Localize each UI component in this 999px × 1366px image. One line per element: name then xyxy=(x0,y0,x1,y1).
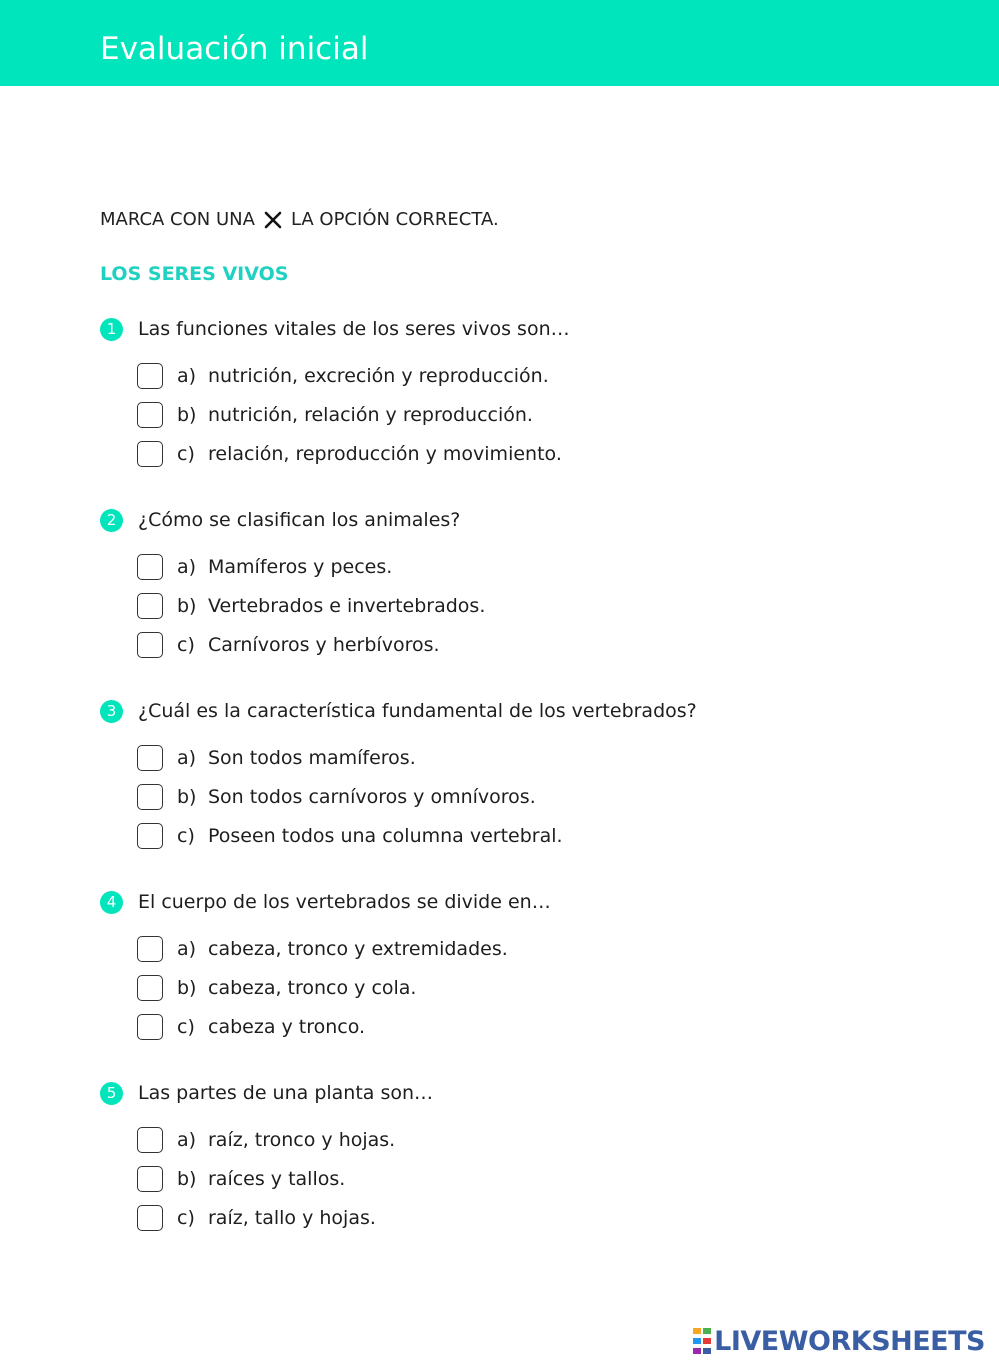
option-4c xyxy=(100,1012,960,1041)
question-header xyxy=(100,888,960,916)
answer-checkbox-2a[interactable] xyxy=(137,554,163,580)
answer-checkbox-4a[interactable] xyxy=(137,936,163,962)
option-text: nutrición, relación y reproducción. xyxy=(208,403,533,426)
section-title: LOS SERES VIVOS xyxy=(100,263,289,285)
question-text: Las funciones vitales de los seres vivos son… xyxy=(138,318,570,340)
option-text: cabeza, tronco y extremidades. xyxy=(208,937,508,960)
answer-checkbox-5c[interactable] xyxy=(137,1205,163,1231)
option-letter: c) xyxy=(177,442,195,465)
answer-checkbox-3a[interactable] xyxy=(137,745,163,771)
answer-checkbox-1b[interactable] xyxy=(137,402,163,428)
option-letter: b) xyxy=(177,976,197,999)
options-list xyxy=(100,552,960,659)
question-number-badge: 3 xyxy=(100,700,123,723)
question-3 xyxy=(100,697,960,850)
option-letter: b) xyxy=(177,594,197,617)
option-2c xyxy=(100,630,960,659)
option-text: nutrición, excreción y reproducción. xyxy=(208,364,549,387)
answer-checkbox-4c[interactable] xyxy=(137,1014,163,1040)
liveworksheets-logo-icon xyxy=(693,1328,711,1354)
option-text: cabeza y tronco. xyxy=(208,1015,366,1038)
option-text: relación, reproducción y movimiento. xyxy=(208,442,562,465)
question-text: Las partes de una planta son… xyxy=(138,1082,434,1104)
question-text: ¿Cómo se clasifican los animales? xyxy=(138,509,461,531)
option-text: cabeza, tronco y cola. xyxy=(208,976,417,999)
question-number-badge: 5 xyxy=(100,1082,123,1105)
option-letter: a) xyxy=(177,746,197,769)
option-text: Son todos mamíferos. xyxy=(208,746,416,769)
option-2b xyxy=(100,591,960,620)
option-letter: c) xyxy=(177,824,195,847)
option-letter: c) xyxy=(177,633,195,656)
question-1 xyxy=(100,315,960,468)
instruction-text-before: MARCA CON UNA xyxy=(100,209,255,230)
option-letter: a) xyxy=(177,937,197,960)
option-letter: a) xyxy=(177,1128,197,1151)
answer-checkbox-1c[interactable] xyxy=(137,441,163,467)
question-text: El cuerpo de los vertebrados se divide en… xyxy=(138,891,551,913)
question-number-badge: 1 xyxy=(100,318,123,341)
option-letter: b) xyxy=(177,403,197,426)
options-list xyxy=(100,1125,960,1232)
option-3a xyxy=(100,743,960,772)
question-text: ¿Cuál es la característica fundamental de los vertebrados? xyxy=(138,700,697,722)
option-5a xyxy=(100,1125,960,1154)
option-text: Vertebrados e invertebrados. xyxy=(208,594,486,617)
question-header xyxy=(100,315,960,343)
option-1c xyxy=(100,439,960,468)
option-letter: b) xyxy=(177,785,197,808)
option-text: Mamíferos y peces. xyxy=(208,555,393,578)
option-text: Son todos carnívoros y omnívoros. xyxy=(208,785,536,808)
instruction-text-after: LA OPCIÓN CORRECTA. xyxy=(290,209,499,230)
question-4 xyxy=(100,888,960,1041)
option-text: Poseen todos una columna vertebral. xyxy=(208,824,563,847)
liveworksheets-logo[interactable] xyxy=(693,1324,985,1358)
option-letter: c) xyxy=(177,1015,195,1038)
option-1a xyxy=(100,361,960,390)
option-text: raíz, tronco y hojas. xyxy=(208,1128,396,1151)
answer-checkbox-3c[interactable] xyxy=(137,823,163,849)
option-5b xyxy=(100,1164,960,1193)
question-header xyxy=(100,506,960,534)
answer-checkbox-1a[interactable] xyxy=(137,363,163,389)
question-2 xyxy=(100,506,960,659)
option-1b xyxy=(100,400,960,429)
options-list xyxy=(100,934,960,1041)
instruction xyxy=(100,206,499,234)
question-header xyxy=(100,697,960,725)
option-2a xyxy=(100,552,960,581)
page-title: Evaluación inicial xyxy=(100,31,369,67)
option-text: Carnívoros y herbívoros. xyxy=(208,633,440,656)
option-letter: a) xyxy=(177,364,197,387)
option-3b xyxy=(100,782,960,811)
answer-checkbox-5a[interactable] xyxy=(137,1127,163,1153)
option-5c xyxy=(100,1203,960,1232)
question-header xyxy=(100,1079,960,1107)
answer-checkbox-3b[interactable] xyxy=(137,784,163,810)
question-number-badge: 2 xyxy=(100,509,123,532)
question-5 xyxy=(100,1079,960,1232)
options-list xyxy=(100,361,960,468)
option-4b xyxy=(100,973,960,1002)
header-bar xyxy=(0,0,999,86)
option-text: raíces y tallos. xyxy=(208,1167,346,1190)
option-letter: c) xyxy=(177,1206,195,1229)
option-letter: a) xyxy=(177,555,197,578)
answer-checkbox-5b[interactable] xyxy=(137,1166,163,1192)
answer-checkbox-4b[interactable] xyxy=(137,975,163,1001)
options-list xyxy=(100,743,960,850)
option-letter: b) xyxy=(177,1167,197,1190)
x-icon xyxy=(264,211,282,229)
logo-text: LIVEWORKSHEETS xyxy=(714,1325,985,1357)
question-number-badge: 4 xyxy=(100,891,123,914)
option-4a xyxy=(100,934,960,963)
answer-checkbox-2b[interactable] xyxy=(137,593,163,619)
option-text: raíz, tallo y hojas. xyxy=(208,1206,376,1229)
option-3c xyxy=(100,821,960,850)
answer-checkbox-2c[interactable] xyxy=(137,632,163,658)
